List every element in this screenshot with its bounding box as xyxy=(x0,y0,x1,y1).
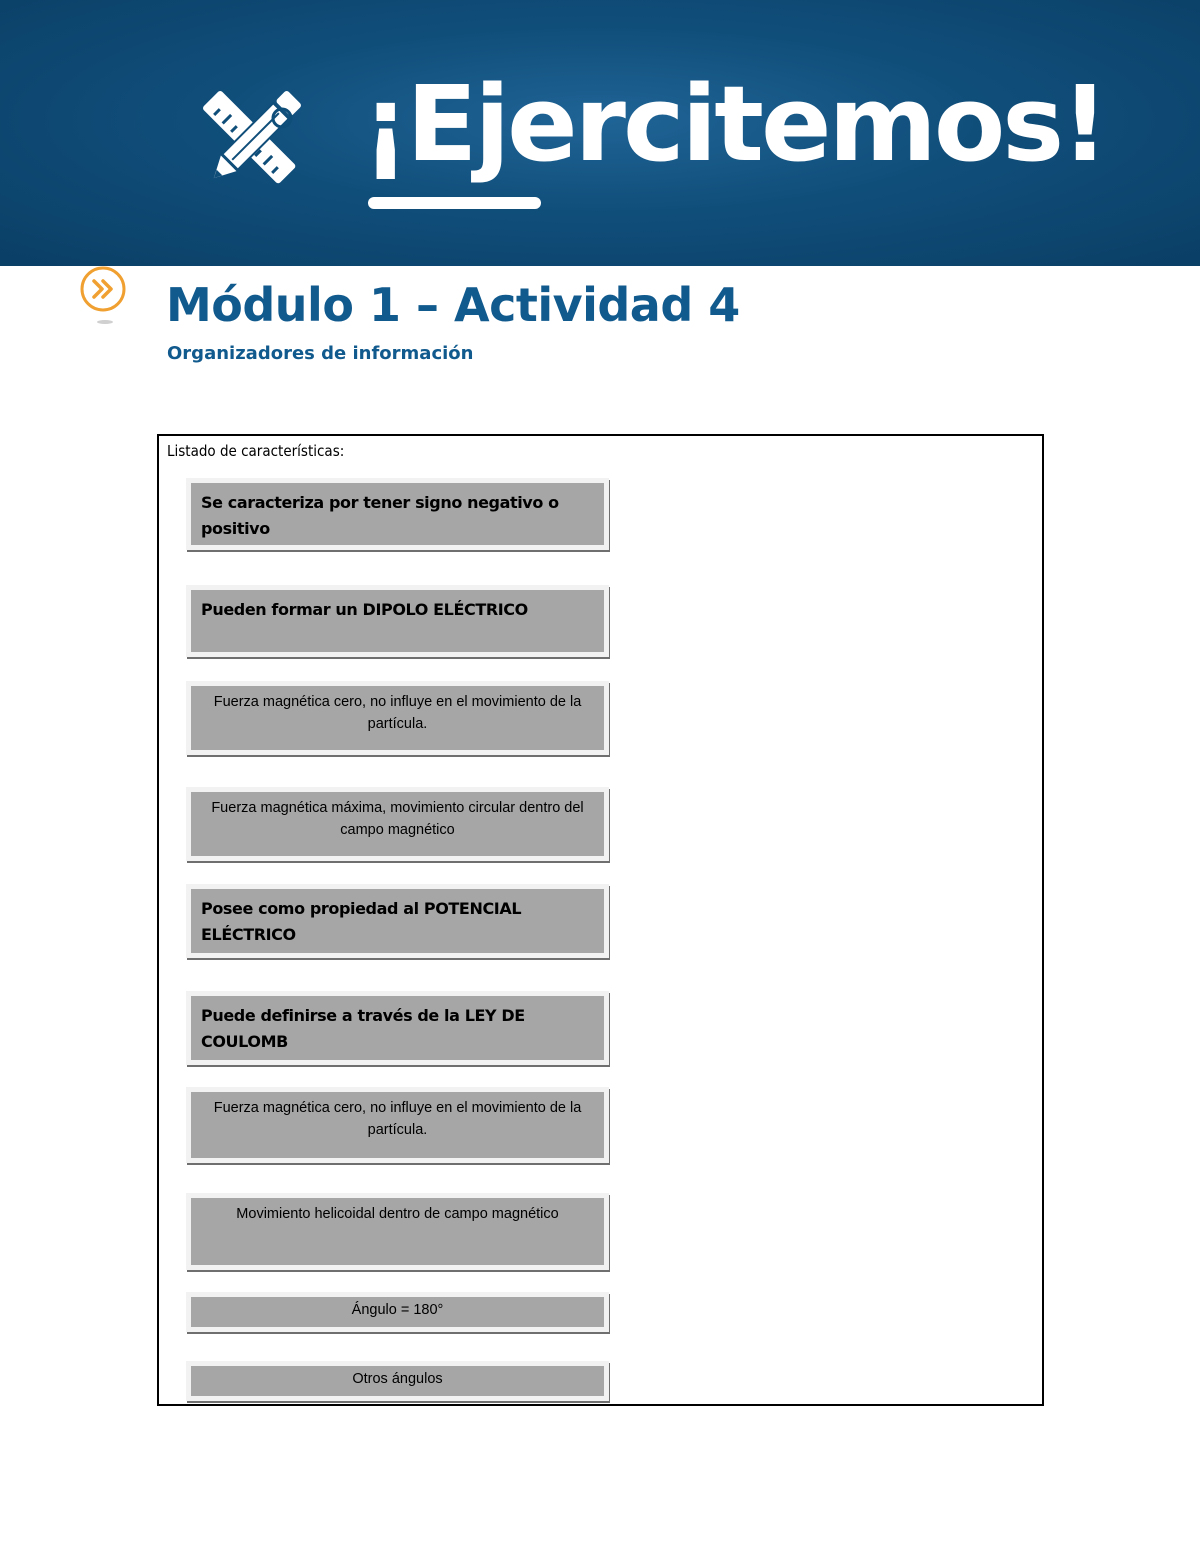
pencil-ruler-tools-icon xyxy=(192,80,312,200)
page-title: Módulo 1 – Actividad 4 xyxy=(166,278,740,332)
header-banner xyxy=(0,0,1200,266)
banner-title: ¡Ejercitemos! xyxy=(362,63,1106,185)
characteristic-card[interactable]: Posee como propiedad al POTENCIAL ELÉCTRICO xyxy=(186,884,609,958)
list-label: Listado de características: xyxy=(167,442,345,460)
characteristic-card[interactable]: Puede definirse a través de la LEY DE COULOMB xyxy=(186,991,609,1065)
characteristic-card[interactable]: Fuerza magnética cero, no influye en el movimiento de la partícula. xyxy=(186,1087,609,1163)
characteristic-card[interactable]: Ángulo = 180° xyxy=(186,1292,609,1332)
double-chevron-right-icon xyxy=(78,264,132,328)
characteristic-card[interactable]: Movimiento helicoidal dentro de campo magnético xyxy=(186,1193,609,1270)
characteristic-card[interactable]: Fuerza magnética máxima, movimiento circular dentro del campo magnético xyxy=(186,787,609,861)
page-subtitle: Organizadores de información xyxy=(167,343,474,364)
banner-underline xyxy=(368,197,541,209)
characteristic-card[interactable]: Se caracteriza por tener signo negativo o positivo xyxy=(186,478,609,550)
characteristic-card[interactable]: Otros ángulos xyxy=(186,1361,609,1401)
characteristic-card[interactable]: Fuerza magnética cero, no influye en el movimiento de la partícula. xyxy=(186,681,609,755)
characteristic-card[interactable]: Pueden formar un DIPOLO ELÉCTRICO xyxy=(186,585,609,657)
characteristics-list-frame xyxy=(157,434,1044,1406)
